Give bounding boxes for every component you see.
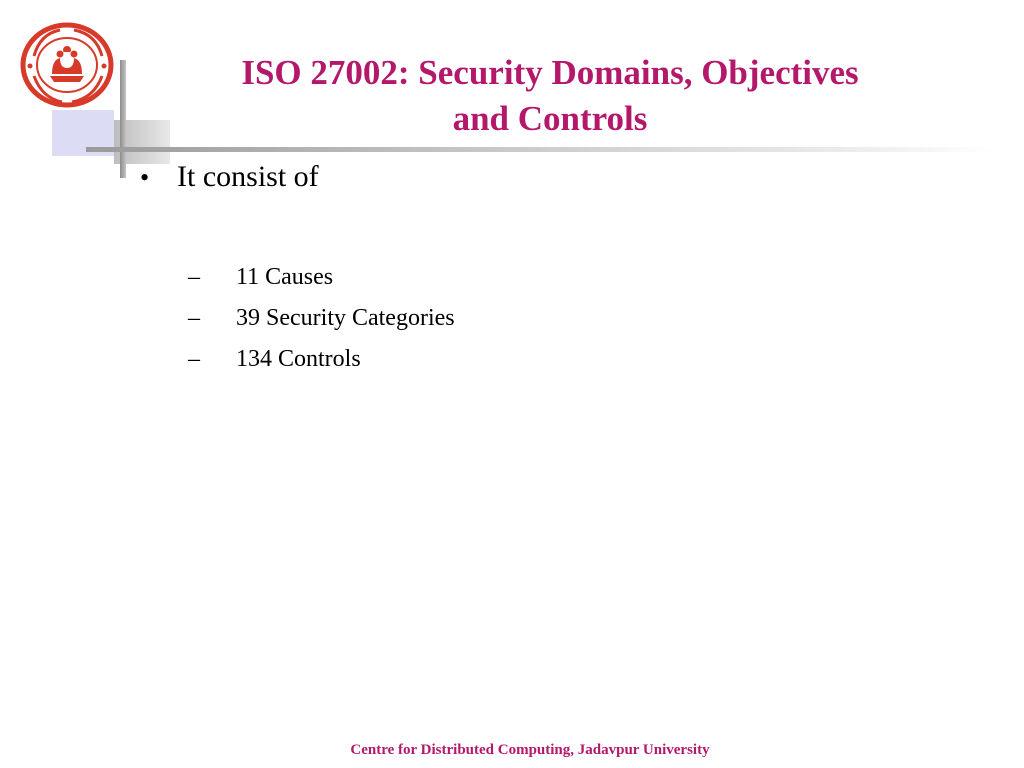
- bullet-marker: •: [140, 163, 150, 192]
- sub-bullet-text: 134 Controls: [236, 346, 361, 372]
- sub-bullet-text: 11 Causes: [236, 264, 334, 290]
- bullet-text: It consist of: [177, 160, 319, 193]
- sub-bullet-list: [188, 257, 455, 380]
- sub-bullet-marker: –: [188, 305, 200, 331]
- slide-title: [140, 50, 960, 142]
- decorative-vertical-bar: [120, 60, 126, 178]
- sub-bullet-text: 39 Security Categories: [236, 305, 455, 331]
- university-seal-logo: [20, 22, 114, 108]
- sub-bullet-item: [188, 298, 455, 339]
- bullet-item: [140, 160, 319, 194]
- slide-footer: Centre for Distributed Computing, Jadavpur University: [350, 742, 710, 758]
- slide-title-line-2: and Controls: [452, 99, 648, 138]
- sub-bullet-item: [188, 257, 455, 298]
- sub-bullet-marker: –: [188, 346, 200, 372]
- sub-bullet-item: [188, 339, 455, 380]
- decorative-horizontal-rule: [86, 147, 996, 152]
- sub-bullet-marker: –: [188, 264, 200, 290]
- seal-icon: [20, 22, 114, 108]
- slide-title-line-1: ISO 27002: Security Domains, Objectives: [241, 53, 859, 92]
